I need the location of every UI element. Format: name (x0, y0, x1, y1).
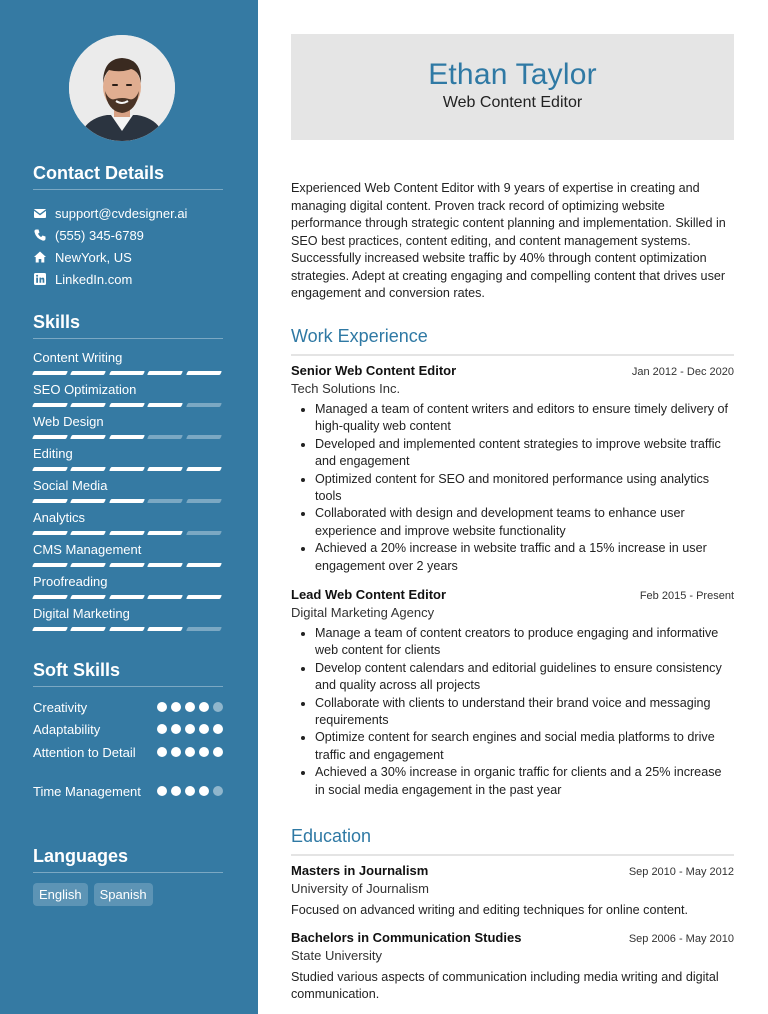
soft-skill-item (33, 699, 223, 716)
skill-level-segment (147, 595, 183, 599)
skill-level-segment (186, 531, 222, 535)
rating-dot (213, 702, 223, 712)
rating-dot (185, 747, 195, 757)
education-entry (291, 863, 734, 919)
skill-level-segment (109, 627, 145, 631)
contact-email-text: support@cvdesigner.ai (55, 205, 188, 221)
skill-level-bar (33, 627, 223, 631)
skill-level-segment (109, 467, 145, 471)
languages-list (33, 883, 153, 906)
work-experience-heading: Work Experience (291, 326, 734, 356)
skill-level-segment (147, 499, 183, 503)
skill-item (33, 510, 223, 535)
skill-level-segment (70, 627, 106, 631)
skill-level-segment (186, 371, 222, 375)
contact-location (33, 248, 132, 266)
job-date: Feb 2015 - Present (639, 590, 734, 602)
soft-skill-item (33, 744, 223, 761)
skill-label: Content Writing (33, 350, 123, 365)
skill-item (33, 574, 223, 599)
language-chip: English (33, 883, 88, 906)
soft-skill-label: Time Management (33, 784, 141, 799)
soft-skills-heading: Soft Skills (33, 660, 223, 687)
skill-level-bar (33, 467, 223, 471)
job-bullet: • Managed a team of content writers and editors to ensure timely delivery of high-quality web content (315, 401, 734, 436)
skill-level-segment (32, 467, 68, 471)
skill-level-segment (70, 563, 106, 567)
rating-dot (171, 702, 181, 712)
rating-dot (185, 786, 195, 796)
skill-label: Social Media (33, 478, 108, 493)
rating-dot (157, 747, 167, 757)
skill-level-segment (109, 499, 145, 503)
rating-dot (171, 786, 181, 796)
skill-level-segment (186, 499, 222, 503)
skill-level-segment (109, 371, 145, 375)
skill-level-bar (33, 563, 223, 567)
skill-label: Proofreading (33, 574, 108, 589)
job-entry (291, 363, 734, 575)
skill-level-segment (147, 371, 183, 375)
job-bullet: • Collaborated with design and development teams to enhance user experience and improve website functionality (315, 505, 734, 540)
skill-item (33, 382, 223, 407)
soft-skill-rating (157, 786, 223, 796)
job-bullet: • Developed and implemented content strategies to improve website traffic and engagement (315, 436, 734, 471)
skill-level-segment (186, 563, 222, 567)
school-name: State University (291, 948, 383, 963)
skill-level-segment (70, 531, 106, 535)
degree-date: Sep 2010 - May 2012 (628, 866, 734, 878)
soft-skill-item (33, 783, 223, 800)
job-bullet: • Achieved a 20% increase in website traffic and a 15% increase in user engagement over 2 years (315, 540, 734, 575)
job-bullet: • Optimized content for SEO and monitored performance using analytics tools (315, 471, 734, 506)
job-company: Tech Solutions Inc. (291, 381, 401, 396)
rating-dot (171, 724, 181, 734)
skill-level-bar (33, 595, 223, 599)
skill-level-segment (32, 371, 68, 375)
rating-dot (157, 702, 167, 712)
contact-email[interactable] (33, 204, 187, 222)
email-icon (33, 206, 47, 220)
job-bullet: • Achieved a 30% increase in organic traffic for clients and a 25% increase in social media engagement in the past year (315, 764, 734, 799)
rating-dot (213, 747, 223, 757)
skill-label: Analytics (33, 510, 86, 525)
skill-item (33, 350, 223, 375)
skill-label: SEO Optimization (33, 382, 137, 397)
profile-summary: Experienced Web Content Editor with 9 years of expertise in creating and managing digital content. Proven track record of optimizing website performance through strategic content planning and implementation. Skilled in SEO best practices, content editing, and content management systems. Successfully increased website traffic by 40% through content optimization strategies. Adept at creating engaging and compelling content that drives user engagement and conversion rates. (291, 181, 726, 300)
linkedin-icon (33, 272, 47, 286)
candidate-name: Ethan Taylor (428, 58, 597, 91)
skill-level-segment (147, 563, 183, 567)
job-title: Lead Web Content Editor (291, 587, 447, 602)
skills-heading: Skills (33, 312, 223, 339)
skill-level-segment (32, 563, 68, 567)
languages-heading: Languages (33, 846, 223, 873)
skill-level-segment (32, 627, 68, 631)
skill-level-segment (32, 435, 68, 439)
skill-level-segment (109, 531, 145, 535)
skill-level-segment (109, 595, 145, 599)
soft-skill-label: Attention to Detail (33, 745, 136, 760)
job-bullets (291, 401, 734, 575)
skill-level-segment (109, 563, 145, 567)
rating-dot (213, 724, 223, 734)
contact-phone-text: (555) 345-6789 (55, 227, 144, 243)
rating-dot (185, 702, 195, 712)
job-bullet: • Optimize content for search engines and social media platforms to drive traffic and engagement (315, 729, 734, 764)
job-bullet: • Collaborate with clients to understand their brand voice and messaging requirements (315, 695, 734, 730)
candidate-role: Web Content Editor (442, 94, 583, 111)
skill-level-segment (32, 499, 68, 503)
education-entry (291, 930, 734, 1004)
degree-title: Masters in Journalism (291, 863, 429, 878)
name-header (291, 34, 734, 140)
skill-level-bar (33, 371, 223, 375)
skill-level-segment (32, 403, 68, 407)
rating-dot (199, 747, 209, 757)
skill-item (33, 414, 223, 439)
soft-skill-label: Creativity (33, 700, 88, 715)
degree-date: Sep 2006 - May 2010 (628, 933, 734, 945)
rating-dot (185, 724, 195, 734)
skill-level-bar (33, 499, 223, 503)
skill-level-segment (186, 467, 222, 471)
rating-dot (199, 702, 209, 712)
skill-level-segment (109, 435, 145, 439)
job-bullet: • Develop content calendars and editorial guidelines to ensure consistency and quality across all projects (315, 660, 734, 695)
skill-level-segment (70, 595, 106, 599)
skill-level-segment (186, 627, 222, 631)
contact-linkedin[interactable] (33, 270, 132, 288)
skill-level-segment (147, 435, 183, 439)
degree-description: Focused on advanced writing and editing techniques for online content. (291, 903, 688, 917)
skill-level-segment (70, 435, 106, 439)
skill-level-segment (70, 371, 106, 375)
skill-level-segment (147, 627, 183, 631)
contact-phone[interactable] (33, 226, 144, 244)
skill-level-segment (147, 467, 183, 471)
skill-label: Editing (33, 446, 73, 461)
skill-level-segment (186, 595, 222, 599)
skill-label: Digital Marketing (33, 606, 130, 621)
job-company: Digital Marketing Agency (291, 605, 435, 620)
skill-level-segment (32, 595, 68, 599)
rating-dot (157, 786, 167, 796)
skill-item (33, 478, 223, 503)
skill-level-bar (33, 403, 223, 407)
portrait-image (69, 35, 175, 141)
skill-level-segment (186, 403, 222, 407)
skill-item (33, 606, 223, 631)
degree-description: Studied various aspects of communication including media writing and digital communication. (291, 970, 719, 1002)
skill-level-segment (186, 435, 222, 439)
soft-skill-rating (157, 724, 223, 734)
skill-level-segment (109, 403, 145, 407)
rating-dot (199, 724, 209, 734)
skill-level-bar (33, 531, 223, 535)
language-chip: Spanish (94, 883, 153, 906)
skill-label: CMS Management (33, 542, 142, 557)
job-date: Jan 2012 - Dec 2020 (631, 366, 734, 378)
soft-skill-item (33, 721, 223, 738)
rating-dot (213, 786, 223, 796)
skill-level-segment (70, 499, 106, 503)
rating-dot (171, 747, 181, 757)
soft-skill-rating (157, 747, 223, 757)
job-bullets (291, 625, 734, 799)
phone-icon (33, 228, 47, 242)
skill-label: Web Design (33, 414, 104, 429)
job-bullet: • Manage a team of content creators to produce engaging and informative web content for clients (315, 625, 734, 660)
degree-title: Bachelors in Communication Studies (291, 930, 522, 945)
profile-photo (69, 35, 175, 141)
soft-skill-label: Adaptability (33, 722, 101, 737)
contact-details-heading: Contact Details (33, 163, 223, 190)
skill-level-segment (32, 531, 68, 535)
skill-item (33, 542, 223, 567)
soft-skill-rating (157, 702, 223, 712)
rating-dot (157, 724, 167, 734)
home-icon (33, 250, 47, 264)
sidebar (0, 0, 258, 1014)
rating-dot (199, 786, 209, 796)
school-name: University of Journalism (291, 881, 429, 896)
job-entry (291, 587, 734, 799)
job-title: Senior Web Content Editor (291, 363, 457, 378)
skill-item (33, 446, 223, 471)
contact-linkedin-text: LinkedIn.com (55, 271, 133, 287)
skill-level-segment (70, 403, 106, 407)
contact-location-text: NewYork, US (55, 249, 132, 265)
skill-level-segment (70, 467, 106, 471)
skill-level-segment (147, 403, 183, 407)
education-heading: Education (291, 826, 734, 856)
skill-level-bar (33, 435, 223, 439)
skill-level-segment (147, 531, 183, 535)
